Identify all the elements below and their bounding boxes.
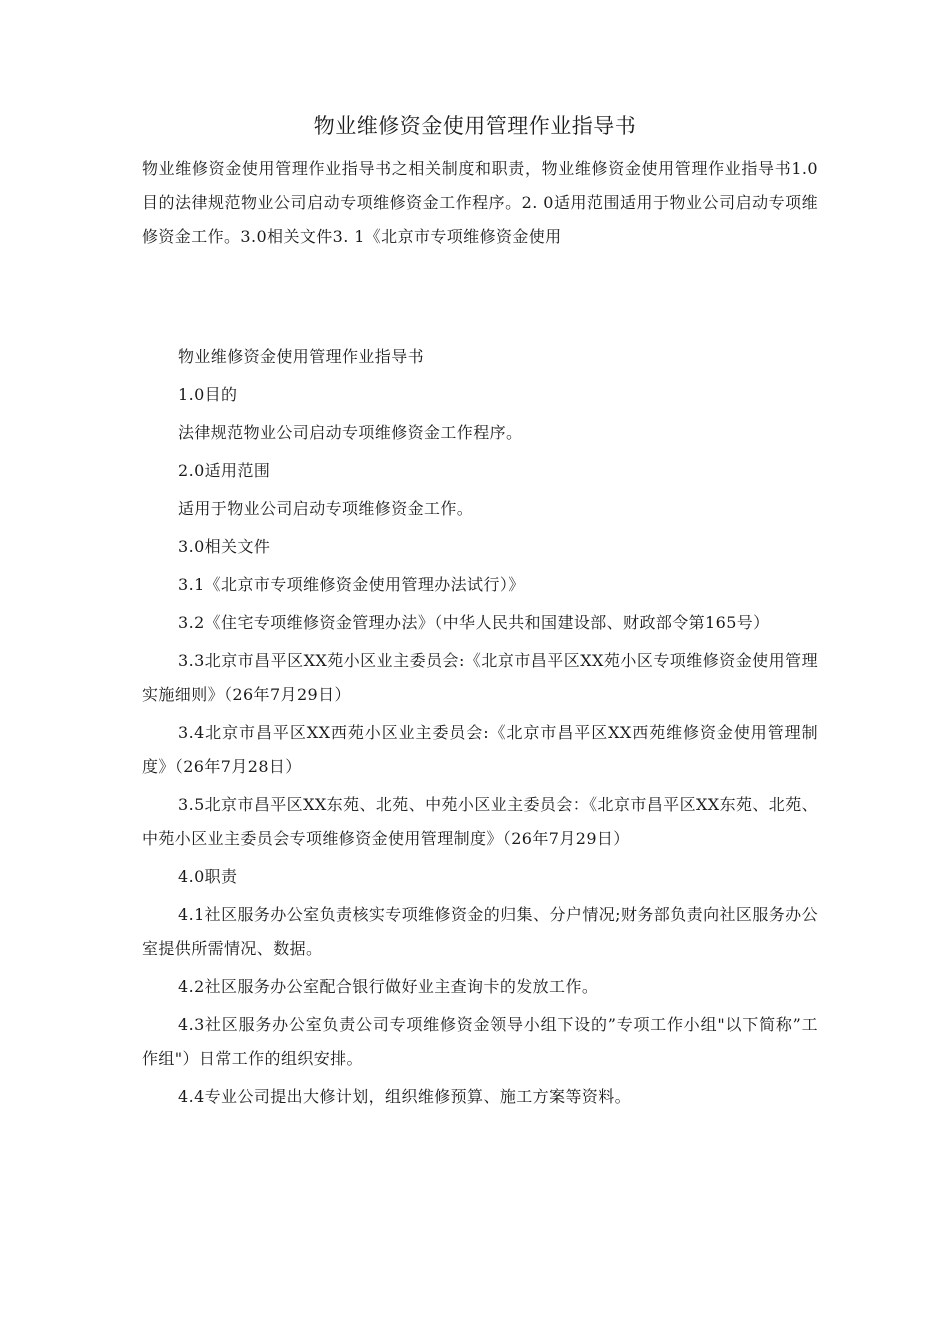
paragraph-purpose: 法律规范物业公司启动专项维修资金工作程序。 <box>178 423 523 442</box>
paragraph-section-4: 4.0职责 <box>178 867 238 886</box>
paragraph-ref-3-5: 3.5北京市昌平区XX东苑、北苑、中苑小区业主委员会：《北京市昌平区XX东苑、北苑、中苑小区业主委员会专项维修资金使用管理制度》（26年7月29日） <box>142 795 818 848</box>
paragraph-section-2: 2.0适用范围 <box>178 461 271 480</box>
paragraph-section-3: 3.0相关文件 <box>178 537 271 556</box>
paragraph-duty-4-2: 4.2社区服务办公室配合银行做好业主查询卡的发放工作。 <box>178 977 599 996</box>
paragraph-ref-3-3: 3.3北京市昌平区XX苑小区业主委员会:《北京市昌平区XX苑小区专项维修资金使用管理实施细则》（26年7月29日） <box>142 651 818 704</box>
paragraph-duty-4-4: 4.4专业公司提出大修计划，组织维修预算、施工方案等资料。 <box>178 1087 632 1106</box>
document-body <box>142 340 818 1118</box>
paragraph-ref-3-4: 3.4北京市昌平区XX西苑小区业主委员会:《北京市昌平区XX西苑维修资金使用管理制度》（26年7月28日） <box>142 723 818 776</box>
paragraph-section-1: 1.0目的 <box>178 385 238 404</box>
paragraph-ref-3-1: 3.1《北京市专项维修资金使用管理办法试行）》 <box>178 575 525 594</box>
document-title: 物业维修资金使用管理作业指导书 <box>313 114 637 138</box>
document-summary: 物业维修资金使用管理作业指导书之相关制度和职责，物业维修资金使用管理作业指导书1.0目的法律规范物业公司启动专项维修资金工作程序。2. 0适用范围适用于物业公司启动专项维修资金工作。3.0相关文件3. 1《北京市专项维修资金使用 <box>142 159 818 246</box>
paragraph-heading: 物业维修资金使用管理作业指导书 <box>178 347 425 366</box>
paragraph-scope: 适用于物业公司启动专项维修资金工作。 <box>178 499 474 518</box>
paragraph-duty-4-3: 4.3社区服务办公室负责公司专项维修资金领导小组下设的”专项工作小组"以下简称”工作组"）日常工作的组织安排。 <box>142 1015 818 1068</box>
paragraph-ref-3-2: 3.2《住宅专项维修资金管理办法》（中华人民共和国建设部、财政部令第165号） <box>178 613 770 632</box>
paragraph-duty-4-1: 4.1社区服务办公室负责核实专项维修资金的归集、分户情况;财务部负责向社区服务办公室提供所需情况、数据。 <box>142 905 818 958</box>
